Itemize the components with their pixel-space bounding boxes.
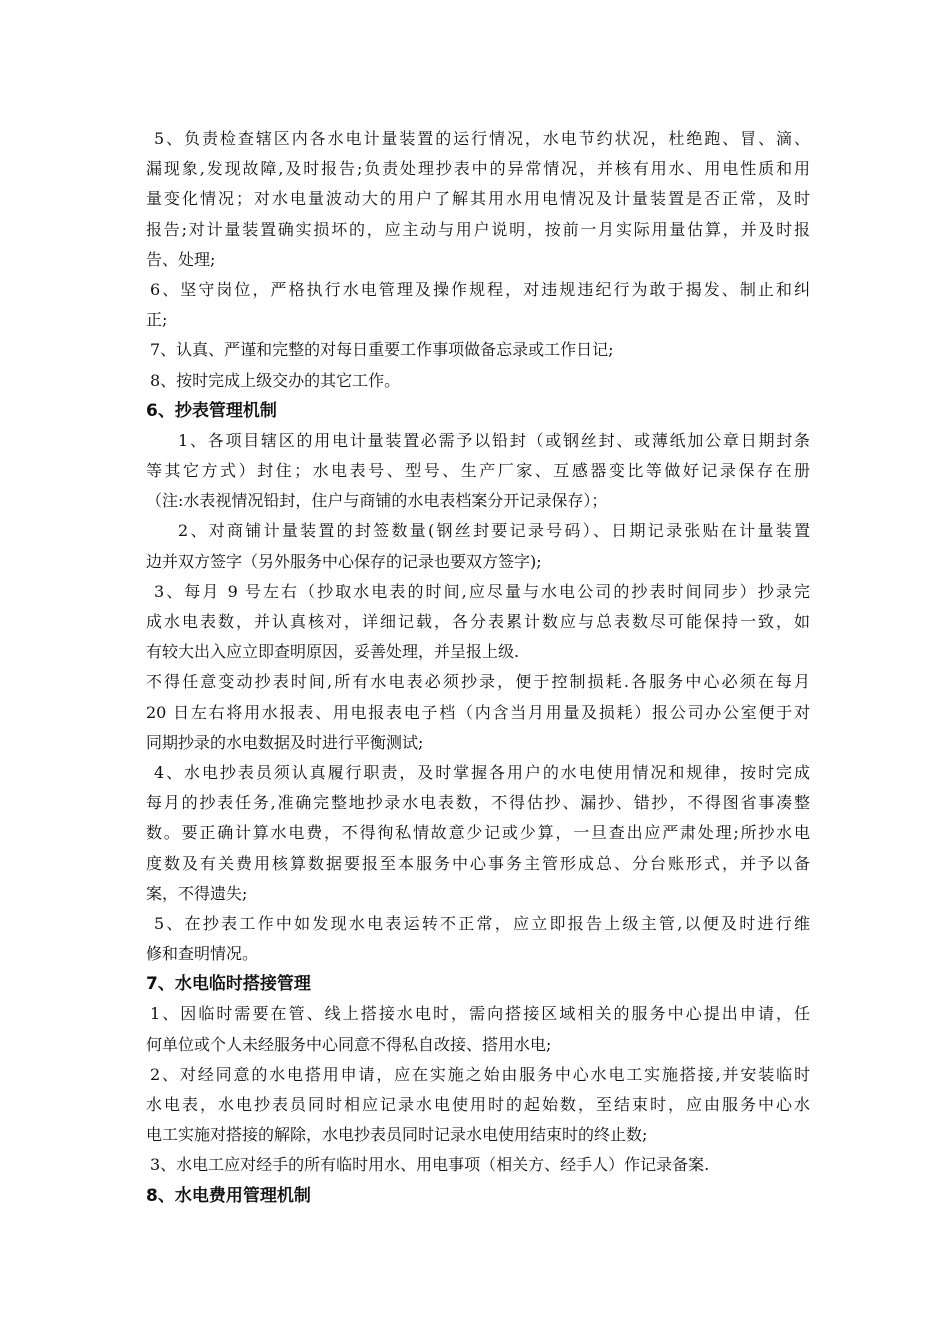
paragraph-line: 4、水电抄表员须认真履行职责，及时掌握各用户的水电使用情况和规律，按时完成 — [154, 762, 810, 782]
paragraph-line: 成水电表数，并认真核对，详细记载，各分表累计数应与总表数尽可能保持一致，如 — [146, 612, 810, 631]
paragraph-line: 8、按时完成上级交办的其它工作。 — [150, 370, 401, 390]
paragraph-line: 何单位或个人未经服务中心同意不得私自改接、搭用水电; — [146, 1034, 552, 1054]
paragraph-line: 2、对经同意的水电搭用申请，应在实施之始由服务中心水电工实施搭接,并安装临时 — [150, 1064, 810, 1084]
paragraph-line: 等其它方式）封住；水电表号、型号、生产厂家、互感器变比等做好记录保存在册 — [146, 461, 810, 481]
paragraph-line: 有较大出入应立即查明原因，妥善处理，并呈报上级. — [146, 642, 520, 662]
paragraph-line: 3、水电工应对经手的所有临时用水、用电事项（相关方、经手人）作记录备案. — [150, 1155, 710, 1175]
paragraph-line: 电工实施对搭接的解除，水电抄表员同时记录水电使用结束时的终止数; — [146, 1125, 648, 1145]
paragraph-line: 水电表，水电抄表员同时相应记录水电使用时的起始数，至结束时，应由服务中心水 — [146, 1095, 810, 1114]
paragraph-line: 1、各项目辖区的用电计量装置必需予以铅封（或钢丝封、或薄纸加公章日期封条 — [178, 430, 810, 450]
paragraph-line: 每月的抄表任务,准确完整地抄录水电表数，不得估抄、漏抄、错抄，不得图省事凑整 — [146, 793, 810, 813]
paragraph-line: （注:水表视情况铅封，住户与商铺的水电表档案分开记录保存）； — [146, 491, 608, 511]
section-heading: 6、抄表管理机制 — [146, 400, 277, 421]
document-body — [146, 124, 810, 1211]
paragraph-line: 告、处理; — [146, 249, 216, 269]
paragraph-line: 2、对商铺计量装置的封签数量(钢丝封要记录号码）、日期记录张贴在计量装置 — [178, 521, 810, 541]
paragraph-line: 不得任意变动抄表时间,所有水电表必须抄录，便于控制损耗.各服务中心必须在每月 — [146, 672, 810, 692]
paragraph-line: 漏现象,发现故障,及时报告;负责处理抄表中的异常情况，并核有用水、用电性质和用 — [146, 159, 810, 179]
paragraph-line: 6、坚守岗位，严格执行水电管理及操作规程，对违规违纪行为敢于揭发、制止和纠 — [150, 279, 810, 299]
paragraph-line: 报告;对计量装置确实损坏的，应主动与用户说明，按前一月实际用量估算，并及时报 — [146, 219, 810, 239]
paragraph-line: 度数及有关费用核算数据要报至本服务中心事务主管形成总、分台账形式，并予以备 — [146, 853, 810, 873]
paragraph-line: 同期抄录的水电数据及时进行平衡测试; — [146, 732, 424, 752]
paragraph-line: 7、认真、严谨和完整的对每日重要工作事项做备忘录或工作日记; — [150, 340, 614, 360]
paragraph-line: 案，不得遗失; — [146, 883, 248, 903]
paragraph-line: 3、每月 9 号左右（抄取水电表的时间,应尽量与水电公司的抄表时间同步）抄录完 — [154, 581, 810, 601]
paragraph-line: 1、因临时需要在管、线上搭接水电时，需向搭接区域相关的服务中心提出申请，任 — [150, 1004, 810, 1024]
paragraph-line: 数。要正确计算水电费，不得徇私情故意少记或少算，一旦查出应严肃处理;所抄水电 — [146, 823, 810, 843]
section-heading: 8、水电费用管理机制 — [146, 1185, 311, 1206]
paragraph-line: 5、在抄表工作中如发现水电表运转不正常，应立即报告上级主管,以便及时进行维 — [154, 913, 810, 933]
paragraph-line: 正; — [146, 310, 168, 330]
paragraph-line: 修和查明情况。 — [146, 944, 259, 964]
section-heading: 7、水电临时搭接管理 — [146, 974, 311, 995]
paragraph-line: 20 日左右将用水报表、用电报表电子档（内含当月用量及损耗）报公司办公室便于对 — [146, 702, 810, 722]
paragraph-line: 量变化情况；对水电量波动大的用户了解其用水用电情况及计量装置是否正常，及时 — [146, 189, 810, 209]
paragraph-line: 5、负责检查辖区内各水电计量装置的运行情况，水电节约状况，杜绝跑、冒、滴、 — [154, 129, 810, 148]
paragraph-line: 边并双方签字（另外服务中心保存的记录也要双方签字); — [146, 551, 542, 571]
